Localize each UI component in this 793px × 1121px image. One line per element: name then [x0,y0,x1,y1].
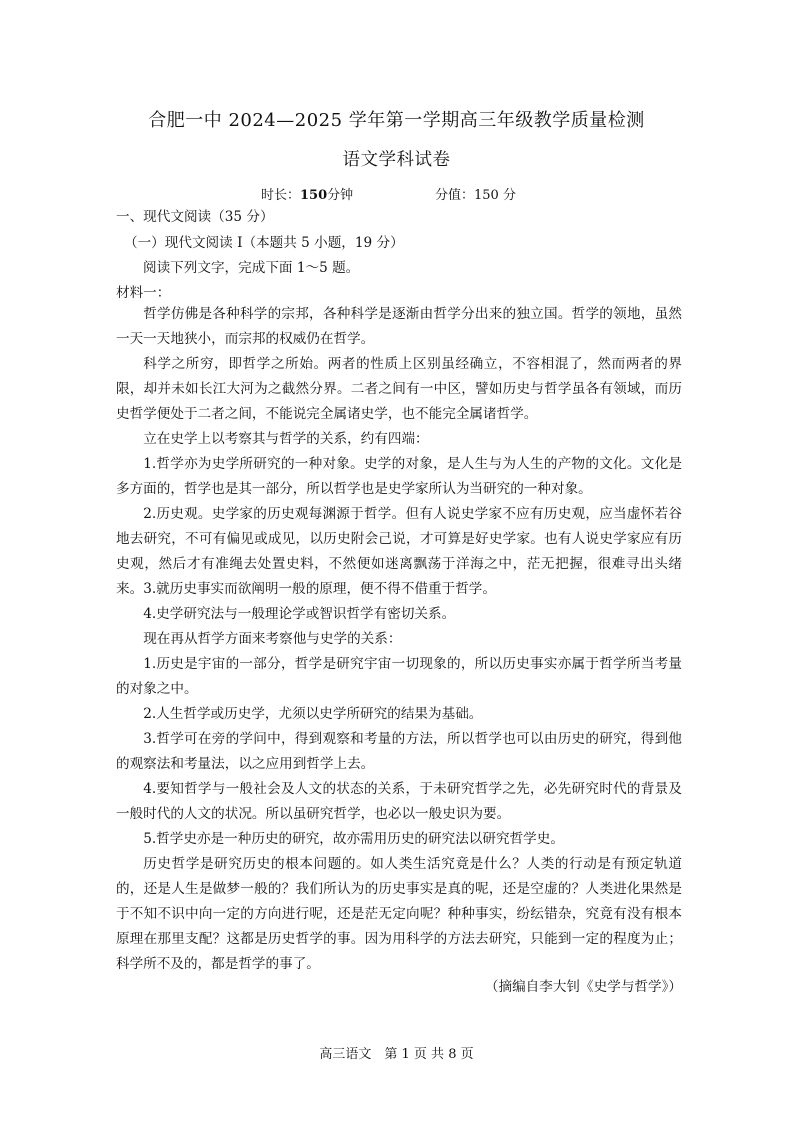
paragraph: 2.人生哲学或历史学，尤须以史学所研究的结果为基础。 [143,706,483,722]
paragraph: 2.历史观。史学家的历史观每渊源于哲学。但有人说史学家不应有历史观，应当虚怀若谷地去研究，不可有偏见或成见，以历史附会己说，才可算是好史学家。也有人说史学家应有历史观，然后才有准绳去处置史料，不然便如迷离飘荡于洋海之中，茫无把握，很难寻出头绪来。 [116,506,682,597]
exam-title: 合肥一中 2024—2025 学年第一学期高三年级教学质量检测 [148,110,645,131]
page-footer: 高三语文 第 1 页 共 8 页 [319,1047,474,1062]
paragraph: 哲学仿佛是各种科学的宗邦，各种科学是逐渐由哲学分出来的独立国。哲学的领地，虽然一天一天地狭小，而宗邦的权威仍在哲学。 [116,306,682,347]
duration-value: 150 [300,188,328,203]
score-info: 分值：150 分 [435,188,516,203]
duration-info [261,184,353,203]
paragraph: 5.哲学史亦是一种历史的研究，故亦需用历史的研究法以研究哲学史。 [143,831,564,847]
citation: （摘编自李大钊《史学与哲学》） [484,979,682,995]
paragraph: 立在史学上以考察其与哲学的关系，约有四端： [143,431,429,447]
paragraph: 历史哲学是研究历史的根本问题的。如人类生活究竟是什么？人类的行动是有预定轨道的，还是人生是做梦一般的？我们所认为的历史事实是真的呢，还是空虚的？人类进化果然是于不知不识中向一定的方向进行呢，还是茫无定向呢？种种事实，纷纭错杂，究竟有没有根本原理在那里支配？这都是历史哲学的事。因为用科学的方法去研究，只能到一定的程度为止；科学所不及的，都是哲学的事了。 [116,856,682,972]
paragraph: 4.要知哲学与一般社会及人文的状态的关系，于未研究哲学之先，必先研究时代的背景及一般时代的人文的状况。所以虽研究哲学，也必以一般史识为要。 [116,781,682,822]
paragraph: 科学之所穷，即哲学之所始。两者的性质上区别虽经确立，不容相混了，然而两者的界限，却并未如长江大河为之截然分界。二者之间有一中区，譬如历史与哲学虽各有领域，而历史哲学便处于二者之间，不能说完全属诸史学，也不能完全属诸哲学。 [116,356,682,422]
paragraph: 3.哲学可在旁的学问中，得到观察和考量的方法，所以哲学也可以由历史的研究，得到他的观察法和考量法，以之应用到哲学上去。 [116,731,682,772]
sub-section-heading: （一）现代文阅读 I（本题共 5 小题，19 分） [124,235,404,251]
paragraph: 1.哲学亦为史学所研究的一种对象。史学的对象，是人生与为人生的产物的文化。文化是多方面的，哲学也是其一部分，所以哲学也是史学家所认为当研究的一种对象。 [116,456,682,497]
paragraph: 1.历史是宇宙的一部分，哲学是研究宇宙一切现象的，所以历史事实亦属于哲学所当考量的对象之中。 [116,656,682,697]
instruction-text: 阅读下列文字，完成下面 1～5 题。 [143,260,360,276]
paragraph: 3.就历史事实而欲阐明一般的原理，便不得不借重于哲学。 [143,581,496,597]
duration-label: 时长： [261,188,301,203]
section-heading: 一、现代文阅读（35 分） [116,209,274,225]
paragraph: 4.史学研究法与一般理论学或智识哲学有密切关系。 [143,606,456,622]
paragraph: 现在再从哲学方面来考察他与史学的关系： [143,631,402,647]
exam-subtitle: 语文学科试卷 [342,150,451,170]
material-label: 材料一： [116,285,171,301]
duration-unit: 分钟 [327,188,354,203]
